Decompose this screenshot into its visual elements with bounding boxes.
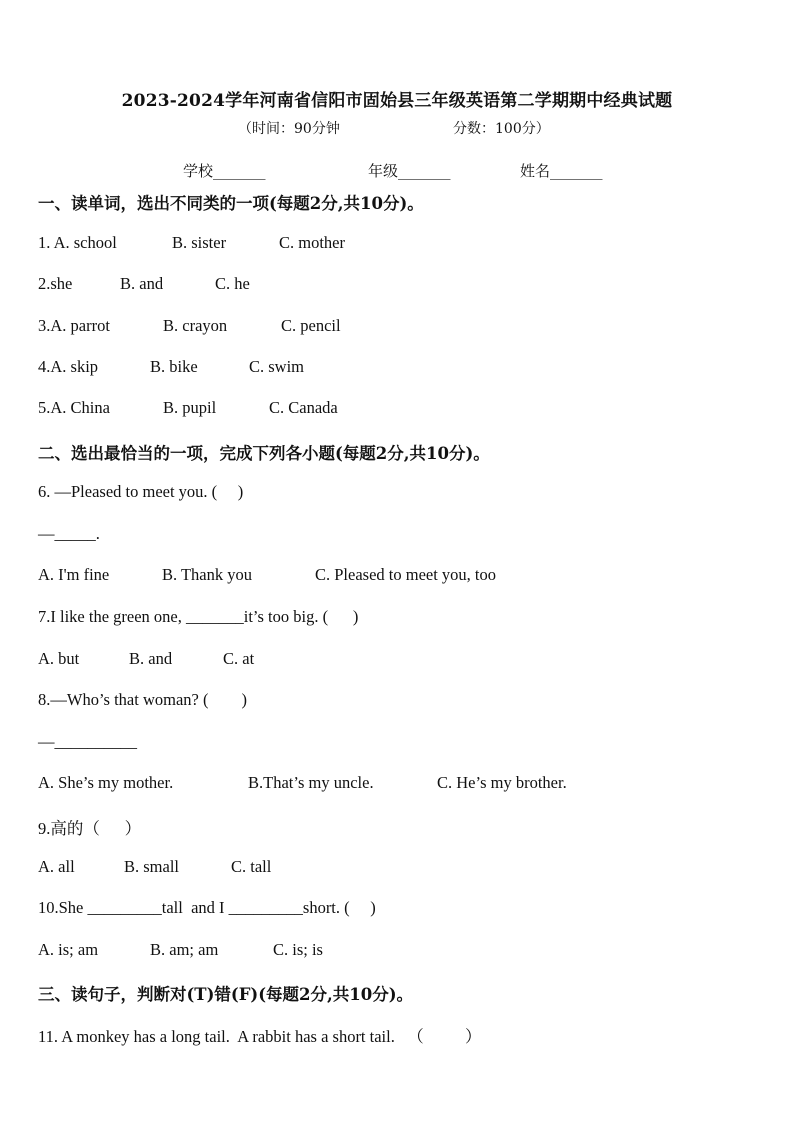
score-info: 分数：100分）: [453, 121, 550, 137]
q9-option-b: B. small: [124, 857, 180, 876]
q9-option-a: A. all: [38, 857, 75, 876]
q10-option-b: B. am; am: [150, 940, 219, 959]
section-1-heading: 一、读单词，选出不同类的一项(每题2分,共10分)。: [38, 194, 424, 213]
exam-title: 2023-2024学年河南省信阳市固始县三年级英语第二学期期中经典试题: [121, 91, 673, 111]
q4-option-a: 4.A. skip: [38, 357, 99, 376]
grade-field: 年级_______: [368, 162, 451, 180]
q5-option-a: 5.A. China: [38, 398, 110, 417]
q9-stem: 9.高的（ ）: [38, 819, 142, 838]
section-3-heading: 三、读句子，判断对(T)错(F)(每题2分,共10分)。: [38, 985, 414, 1004]
q3-option-b: B. crayon: [163, 316, 228, 335]
q6-option-a: A. I'm fine: [38, 565, 110, 584]
q8-option-b: B.That’s my uncle.: [248, 773, 374, 792]
q4-option-c: C. swim: [249, 357, 305, 376]
q10-option-a: A. is; am: [38, 940, 99, 959]
q2-option-a: 2.she: [38, 274, 73, 293]
q7-stem: 7.I like the green one, _______it’s too big. ( ): [38, 607, 359, 626]
q6-option-c: C. Pleased to meet you, too: [315, 565, 497, 584]
q11-stem: 11. A monkey has a long tail. A rabbit has a short tail. （ ）: [38, 1027, 482, 1046]
q2-option-c: C. he: [215, 274, 250, 293]
q1-option-a: 1. A. school: [38, 233, 117, 252]
name-field: 姓名_______: [520, 162, 603, 180]
q6-answer-line: —_____.: [38, 524, 100, 543]
exam-info: [238, 118, 550, 138]
time-info: （时间：90分钟: [238, 121, 340, 137]
q9-option-c: C. tall: [231, 857, 272, 876]
q5-option-b: B. pupil: [163, 398, 217, 417]
q1-option-c: C. mother: [279, 233, 345, 252]
q6-option-b: B. Thank you: [162, 565, 252, 584]
q7-option-c: C. at: [223, 649, 255, 668]
q8-stem: 8.—Who’s that woman? ( ): [38, 690, 247, 709]
section-2-heading: 二、选出最恰当的一项，完成下列各小题(每题2分,共10分)。: [38, 444, 490, 463]
q7-option-b: B. and: [129, 649, 173, 668]
q1-option-b: B. sister: [172, 233, 227, 252]
q5-option-c: C. Canada: [269, 398, 338, 417]
q6-stem: 6. —Pleased to meet you. ( ): [38, 482, 244, 501]
q7-option-a: A. but: [38, 649, 80, 668]
q10-stem: 10.She _________tall and I _________short. ( ): [38, 898, 376, 917]
q8-answer-line: —__________: [38, 732, 137, 751]
q2-option-b: B. and: [120, 274, 164, 293]
q10-option-c: C. is; is: [273, 940, 323, 959]
q3-option-c: C. pencil: [281, 316, 341, 335]
q3-option-a: 3.A. parrot: [38, 316, 110, 335]
q4-option-b: B. bike: [150, 357, 198, 376]
q8-option-a: A. She’s my mother.: [38, 773, 174, 792]
q8-option-c: C. He’s my brother.: [437, 773, 567, 792]
school-field: 学校_______: [183, 162, 266, 180]
